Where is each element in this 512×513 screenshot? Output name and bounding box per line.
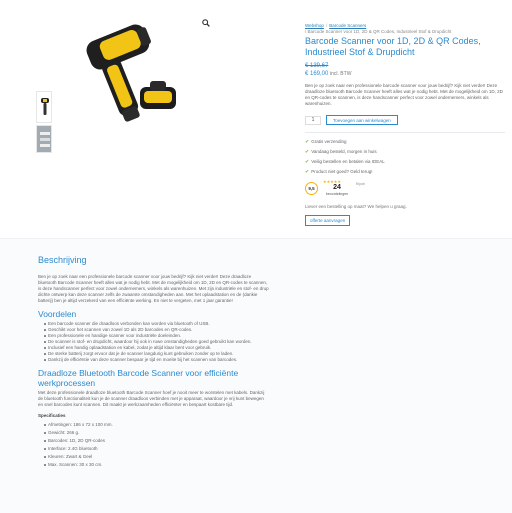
current-price [305, 70, 505, 78]
divider [305, 132, 505, 133]
list-item: Geschikt voor het scannen van zowel 1D als 2D barcodes en QR-codes. [44, 327, 270, 333]
advantages-list [38, 321, 270, 363]
usp-item [305, 169, 505, 175]
magnifier-icon[interactable] [202, 19, 210, 27]
request-quote-button[interactable]: offerte aanvragen [305, 215, 350, 226]
list-item: Afmetingen: 186 x 72 x 100 mm. [44, 422, 270, 428]
list-item: Interface: 2.4G bluetooth [44, 446, 270, 452]
breadcrumb-separator: / [325, 23, 328, 28]
review-summary [323, 180, 351, 196]
list-item: Max. Scannen: 30 x 30 cm. [44, 462, 270, 468]
thumbnail-2[interactable] [36, 125, 52, 153]
breadcrumb-home-link[interactable]: Webshop [305, 23, 324, 28]
usp-item [305, 149, 505, 155]
check-icon: ✔ [305, 139, 310, 145]
review-provider-label: Kiyoh [356, 181, 365, 186]
list-item: Inclusief een handig oplaadstation en kabel, zodat je altijd klaar bent voor gebruik. [44, 345, 270, 351]
old-price: € 139,67 [305, 63, 329, 69]
list-item: Dankzij de efficiëntie van deze scanner bespaar je tijd en moeite bij het scannen van barcodes. [44, 357, 270, 363]
check-icon: ✔ [305, 159, 310, 165]
quantity-input[interactable]: 1 [305, 116, 321, 125]
thumbnail-1[interactable] [36, 91, 52, 123]
usp-item [305, 139, 505, 145]
list-item: Kleuren: Zwart & Geel [44, 454, 270, 460]
product-summary [305, 23, 505, 227]
usp-label: Product niet goed? Geld terug! [311, 169, 373, 174]
custom-order-text: Liever een bestelling op maat? We helpen u graag. [305, 204, 407, 209]
price-value: € 169,00 [305, 71, 329, 77]
vat-label: incl. BTW [330, 71, 352, 77]
description-content [38, 255, 270, 470]
review-count-label: beoordelingen [325, 192, 349, 196]
thumbnail-list [36, 91, 52, 155]
bluetooth-heading: Draadloze Bluetooth Barcode Scanner voor efficiënte werkprocessen [38, 368, 239, 388]
breadcrumb [305, 23, 505, 35]
product-image[interactable] [70, 15, 200, 135]
breadcrumb-current: / Barcode Scanner voor 1D, 2D & QR Codes, Industrieel Stof & Drupdicht [305, 29, 452, 34]
description-intro: Ben je op zoek naar een professionele barcode scanner voor jouw bedrijf? Kijk niet verder! Deze draadloze bluetooth Barcode Scanner heeft alles wat je nodig hebt. Met de mogelijkheid om 1D, 2D en QR-codes te scannen, is deze handscanner perfect voor zowel ondernemers, winkels als warenhuizen. Met zijn industriële en stof- en drup dichte ontwerp kan deze scanner zelfs de zwaarste omstandigheden aan. Met het oplaadstation en de (dankie batterij) ben je altijd verzekerd van een efficiënte werking. En niet te vergeten, met 1 jaar garantie! [38, 274, 269, 303]
product-top-section [0, 0, 512, 238]
usp-label: Gratis verzending [311, 139, 347, 144]
list-item: De scanner is stof- en drupdicht, waardoor hij ook in ruwe omstandigheden goed gebruikt kan worden. [44, 339, 270, 345]
add-to-cart-row [305, 115, 505, 125]
breadcrumb-category-link[interactable]: Barcode Scanners [329, 23, 367, 28]
list-item: Barcodes: 1D, 2D QR-codes [44, 438, 270, 444]
list-item: Gewicht: 266 g. [44, 430, 270, 436]
usp-item [305, 159, 505, 165]
add-to-cart-button[interactable]: Toevoegen aan winkelwagen [326, 115, 398, 125]
usp-label: Vandaag besteld, morgen in huis [311, 149, 377, 154]
rating-stars: ★★★★★ [323, 179, 341, 184]
list-item: De sterke batterij zorgt ervoor dat je de scanner langdurig kunt gebruiken zonder op te laden. [44, 351, 270, 357]
review-widget[interactable] [305, 179, 505, 197]
review-count: 24 [333, 184, 341, 191]
specs-list [38, 422, 270, 468]
list-item: Een barcode scanner die draadloos verbonden kan worden via bluetooth of USB. [44, 321, 270, 327]
review-score-badge: 9,5 [305, 182, 318, 195]
short-description: Ben je op zoek naar een professionele barcode scanner voor jouw bedrijf? Kijk niet verder! Deze draadloze bluetooth Barcode Scanner heeft alles wat je nodig hebt. Met de mogelijkheid om 1D, 2D en QR-codes te scannen, is deze handscanner perfect voor zowel ondernemers, winkels als warenhuizen. [305, 83, 503, 106]
description-heading: Beschrijving [38, 255, 87, 265]
advantages-heading: Voordelen [38, 309, 77, 319]
check-icon: ✔ [305, 149, 310, 155]
check-icon: ✔ [305, 169, 310, 175]
bluetooth-text: Met deze professionele draadloze bluetooth Barcode Scanner hoef je nooit meer te worstelen met kabels. Dankzij de bluetooth functionaliteit kun je de scanner draadloos verbinden met je apparaat, waardoor je vrij kunt bewegen en snel barcodes kunt scannen. Dit maakt je werkzaamheden efficiënter en bespaart kostbare tijd. [38, 390, 265, 407]
product-title: Barcode Scanner voor 1D, 2D & QR Codes, Industrieel Stof & Drupdicht [305, 36, 481, 57]
list-item: Een professionele en handige scanner voor industriële doeleinden. [44, 333, 270, 339]
usp-label: Veilig bestellen en betalen via IDEAL [311, 159, 385, 164]
specs-heading: Specificaties [38, 413, 66, 418]
